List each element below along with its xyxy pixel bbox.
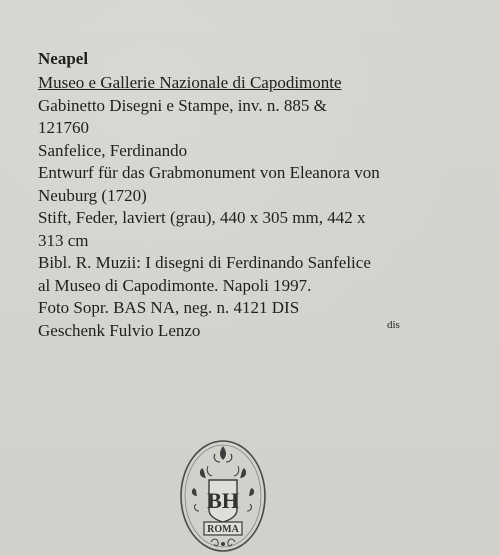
record-line: Sanfelice, Ferdinando [38, 140, 188, 160]
record-line: Bibl. R. Muzii: I disegni di Ferdinando Sanfelice [38, 253, 371, 272]
record-line: 121760 [38, 118, 89, 137]
record-line: Gabinetto Disegni e Stampe, inv. n. 885 & [38, 95, 327, 115]
city-heading: Neapel [38, 49, 89, 68]
record-line: al Museo di Capodimonte. Napoli 1997. [38, 275, 312, 295]
record-line: Neuburg (1720) [38, 185, 147, 205]
museum-name: Museo e Gallerie Nazionale di Capodimonte [38, 73, 342, 92]
record-line: Foto Sopr. BAS NA, neg. n. 4121 DIS [38, 298, 300, 317]
record-line: Entwurf für das Grabmonument von Eleanora von [38, 163, 380, 182]
stamp-letters: BH [207, 488, 239, 513]
record-line: 313 cm [38, 230, 89, 250]
category-code: dis [387, 319, 400, 331]
bibliotheca-hertziana-stamp-icon [178, 438, 268, 554]
catalog-record [38, 48, 478, 342]
record-line: Stift, Feder, laviert (grau), 440 x 305 mm, 442 x [38, 208, 366, 227]
record-line: Geschenk Fulvio Lenzo [38, 320, 201, 340]
stamp-city: ROMA [207, 524, 239, 535]
